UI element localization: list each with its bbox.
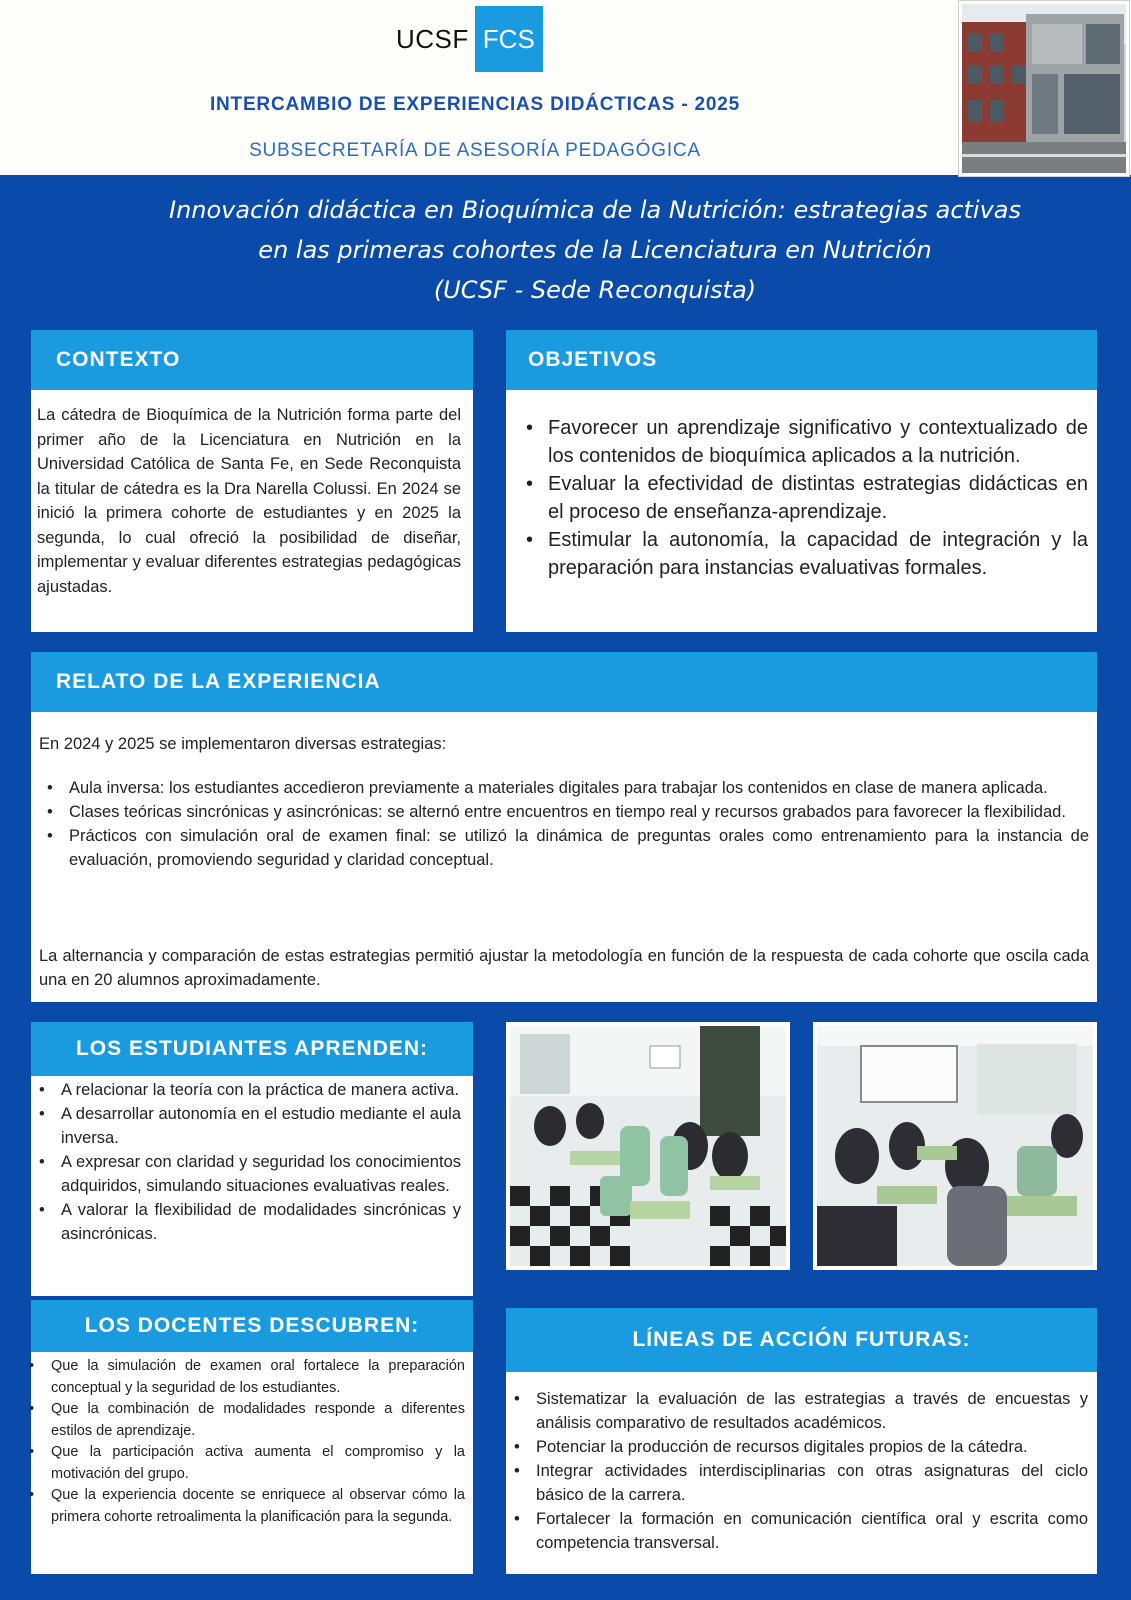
contexto-heading: CONTEXTO xyxy=(31,330,473,390)
docentes-heading: LOS DOCENTES DESCUBREN: xyxy=(31,1300,473,1352)
list-item: • A expresar con claridad y seguridad los conocimientos adquiridos, simulando situaciones evaluativas reales. xyxy=(61,1150,461,1198)
estudiantes-heading: LOS ESTUDIANTES APRENDEN: xyxy=(31,1022,473,1076)
poster-title-line-3: (UCSF - Sede Reconquista) xyxy=(433,276,757,304)
list-item: • Evaluar la efectividad de distintas estrategias didácticas en el proceso de enseñanza-aprendizaje. xyxy=(548,470,1088,526)
lineas-panel xyxy=(506,1308,1097,1574)
classroom-photo-2 xyxy=(813,1022,1097,1270)
relato-closing: La alternancia y comparación de estas estrategias permitió ajustar la metodología en función de la respuesta de cada cohorte que oscila cada una en 20 alumnos aproximadamente. xyxy=(39,947,1089,989)
classroom-image-2 xyxy=(817,1026,1093,1266)
classroom-photo-1 xyxy=(506,1022,790,1270)
logo-ucsf-text: UCSF xyxy=(396,23,469,54)
lineas-list xyxy=(536,1387,1088,1555)
estudiantes-panel xyxy=(31,1022,473,1296)
docentes-panel xyxy=(31,1300,473,1574)
list-item: • Favorecer un aprendizaje significativo y contextualizado de los contenidos de bioquímica aplicados a la nutrición. xyxy=(548,414,1088,470)
lineas-heading: LÍNEAS DE ACCIÓN FUTURAS: xyxy=(506,1308,1097,1372)
list-item: • Que la simulación de examen oral fortalece la preparación conceptual y la seguridad de los estudiantes. xyxy=(51,1356,465,1399)
ucsf-fcs-logo xyxy=(396,6,543,72)
list-item: • A desarrollar autonomía en el estudio mediante el aula inversa. xyxy=(61,1102,461,1150)
poster-title-line-2: en las primeras cohortes de la Licenciatura en Nutrición xyxy=(258,236,932,264)
docentes-list xyxy=(51,1356,465,1528)
list-item: • Que la experiencia docente se enriquece al observar cómo la primera cohorte retroalimenta la planificación para la segunda. xyxy=(51,1485,465,1528)
building-image xyxy=(962,4,1126,173)
objetivos-list xyxy=(548,414,1088,582)
objetivos-panel xyxy=(506,330,1097,632)
list-item: • Clases teóricas sincrónicas y asincrónicas: se alternó entre encuentros en tiempo real y recursos grabados para favorecer la flexibilidad. xyxy=(69,800,1089,824)
poster-title-line-1: Innovación didáctica en Bioquímica de la Nutrición: estrategias activas xyxy=(168,196,1022,224)
list-item: • Integrar actividades interdisciplinarias con otras asignaturas del ciclo básico de la carrera. xyxy=(536,1459,1088,1507)
relato-panel xyxy=(31,652,1097,1002)
list-item: • A valorar la flexibilidad de modalidades sincrónicas y asincrónicas. xyxy=(61,1198,461,1246)
poster-title xyxy=(100,190,1090,310)
list-item: • Potenciar la producción de recursos digitales propios de la cátedra. xyxy=(536,1435,1088,1459)
relato-heading: RELATO DE LA EXPERIENCIA xyxy=(31,652,1097,712)
list-item: • Prácticos con simulación oral de examen final: se utilizó la dinámica de preguntas orales como entrenamiento para la instancia de evaluación, promoviendo seguridad y claridad conceptual. xyxy=(69,824,1089,872)
relato-intro: En 2024 y 2025 se implementaron diversas estrategias: xyxy=(39,735,447,753)
contexto-panel xyxy=(31,330,473,632)
building-photo xyxy=(958,0,1130,177)
list-item: • Estimular la autonomía, la capacidad de integración y la preparación para instancias evaluativas formales. xyxy=(548,526,1088,582)
list-item: • Que la combinación de modalidades responde a diferentes estilos de aprendizaje. xyxy=(51,1399,465,1442)
classroom-image-1 xyxy=(510,1026,786,1266)
logo-fcs-box: FCS xyxy=(475,6,543,72)
list-item: • A relacionar la teoría con la práctica de manera activa. xyxy=(61,1078,461,1102)
estudiantes-list xyxy=(61,1078,461,1246)
list-item: • Fortalecer la formación en comunicación científica oral y escrita como competencia transversal. xyxy=(536,1507,1088,1555)
list-item: • Que la participación activa aumenta el compromiso y la motivación del grupo. xyxy=(51,1442,465,1485)
list-item: • Sistematizar la evaluación de las estrategias a través de encuestas y análisis comparativo de resultados académicos. xyxy=(536,1387,1088,1435)
event-title: INTERCAMBIO DE EXPERIENCIAS DIDÁCTICAS - 2025 xyxy=(209,94,741,115)
event-subtitle: SUBSECRETARÍA DE ASESORÍA PEDAGÓGICA xyxy=(249,140,701,161)
relato-list xyxy=(69,776,1089,872)
objetivos-heading: OBJETIVOS xyxy=(506,330,1097,390)
contexto-text: La cátedra de Bioquímica de la Nutrición forma parte del primer año de la Licenciatura en Nutrición en la Universidad Católica de Santa Fe, en Sede Reconquista la titular de cátedra es la Dra Narella Colussi. En 2024 se inició la primera cohorte de estudiantes y en 2025 la segunda, lo cual ofreció la posibilidad de diseñar, implementar y evaluar diferentes estrategias pedagógicas ajustadas. xyxy=(37,406,461,596)
list-item: • Aula inversa: los estudiantes accedieron previamente a materiales digitales para trabajar los contenidos en clase de manera aplicada. xyxy=(69,776,1089,800)
